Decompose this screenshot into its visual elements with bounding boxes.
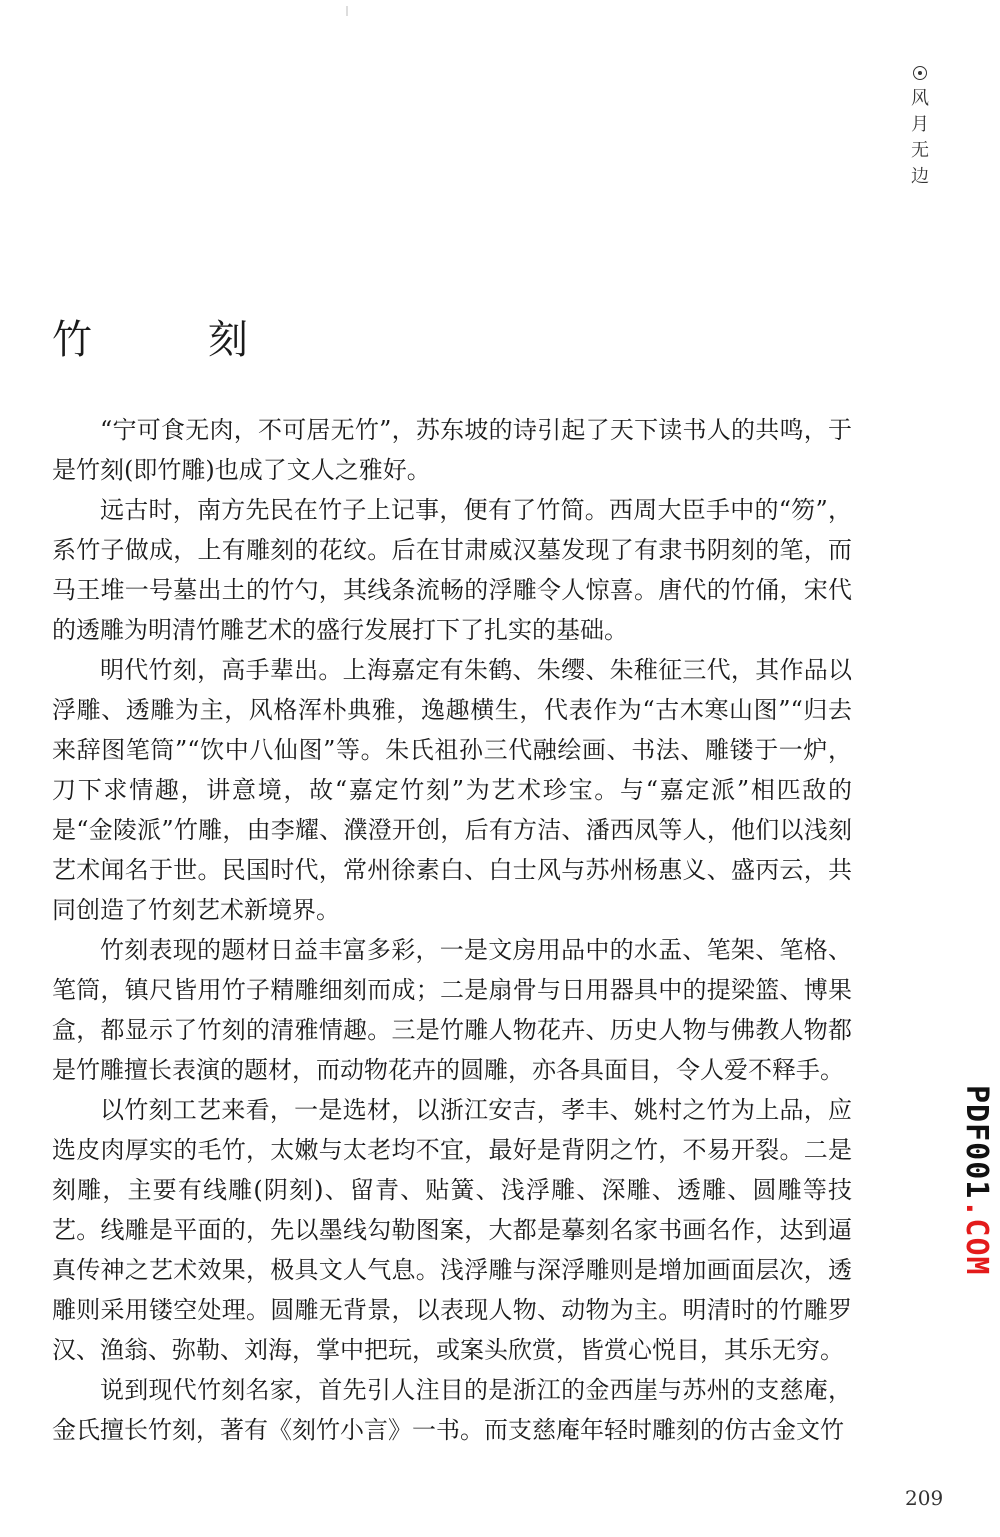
paragraph: 远古时，南方先民在竹子上记事，便有了竹简。西周大臣手中的“笏”，系竹子做成，上有雕刻的花纹。后在甘肃威汉墓发现了有隶书阴刻的笔，而马王堆一号墓出土的竹勺，其线条流畅的浮雕令人惊喜。唐代的竹俑，宋代的透雕为明清竹雕艺术的盛行发展打下了扎实的基础。 xyxy=(52,496,852,644)
watermark xyxy=(958,1085,994,1275)
article-title: 竹 刻 xyxy=(52,317,286,363)
article-body xyxy=(52,410,852,1450)
header-char: 月 xyxy=(911,114,929,135)
header-char: 边 xyxy=(911,166,929,187)
running-header xyxy=(908,64,932,190)
watermark-domain: .COM xyxy=(959,1199,994,1276)
paragraph: “宁可食无肉，不可居无竹”，苏东坡的诗引起了天下读书人的共鸣，于是竹刻(即竹雕)也成了文人之雅好。 xyxy=(52,416,852,484)
paragraph: 明代竹刻，高手辈出。上海嘉定有朱鹤、朱缨、朱稚征三代，其作品以浮雕、透雕为主，风格浑朴典雅，逸趣横生，代表作为“古木寒山图”“归去来辞图笔筒”“饮中八仙图”等。朱氏祖孙三代融绘画、书法、雕镂于一炉，刀下求情趣，讲意境，故“嘉定竹刻”为艺术珍宝。与“嘉定派”相匹敌的是“金陵派”竹雕，由李耀、濮澄开创，后有方洁、潘西凤等人，他们以浅刻艺术闻名于世。民国时代，常州徐素白、白士风与苏州杨惠义、盛丙云，共同创造了竹刻艺术新境界。 xyxy=(52,656,852,924)
header-char: 风 xyxy=(911,88,929,109)
scan-mark xyxy=(346,6,348,16)
circle-dot-icon xyxy=(913,66,927,80)
paragraph: 以竹刻工艺来看，一是选材，以浙江安吉，孝丰、姚村之竹为上品，应选皮肉厚实的毛竹，太嫩与太老均不宜，最好是背阴之竹，不易开裂。二是刻雕，主要有线雕(阴刻)、留青、贴簧、浅浮雕、深雕、透雕、圆雕等技艺。线雕是平面的，先以墨线勾勒图案，大都是摹刻名家书画名作，达到逼真传神之艺术效果，极具文人气息。浅浮雕与深浮雕则是增加画面层次，透雕则采用镂空处理。圆雕无背景，以表现人物、动物为主。明清时的竹雕罗汉、渔翁、弥勒、刘海，掌中把玩，或案头欣赏，皆赏心悦目，其乐无穷。 xyxy=(52,1096,852,1364)
watermark-text: PDF001 xyxy=(959,1085,994,1200)
header-char: 无 xyxy=(911,140,929,161)
page-number: 209 xyxy=(905,1486,944,1510)
paragraph: 说到现代竹刻名家，首先引人注目的是浙江的金西崖与苏州的支慈庵，金氏擅长竹刻，著有《刻竹小言》一书。而支慈庵年轻时雕刻的仿古金文竹 xyxy=(52,1376,852,1444)
paragraph: 竹刻表现的题材日益丰富多彩，一是文房用品中的水盂、笔架、笔格、笔筒，镇尺皆用竹子精雕细刻而成；二是扇骨与日用器具中的提梁篮、博果盒，都显示了竹刻的清雅情趣。三是竹雕人物花卉、历史人物与佛教人物都是竹雕擅长表演的题材，而动物花卉的圆雕，亦各具面目，令人爱不释手。 xyxy=(52,936,852,1084)
